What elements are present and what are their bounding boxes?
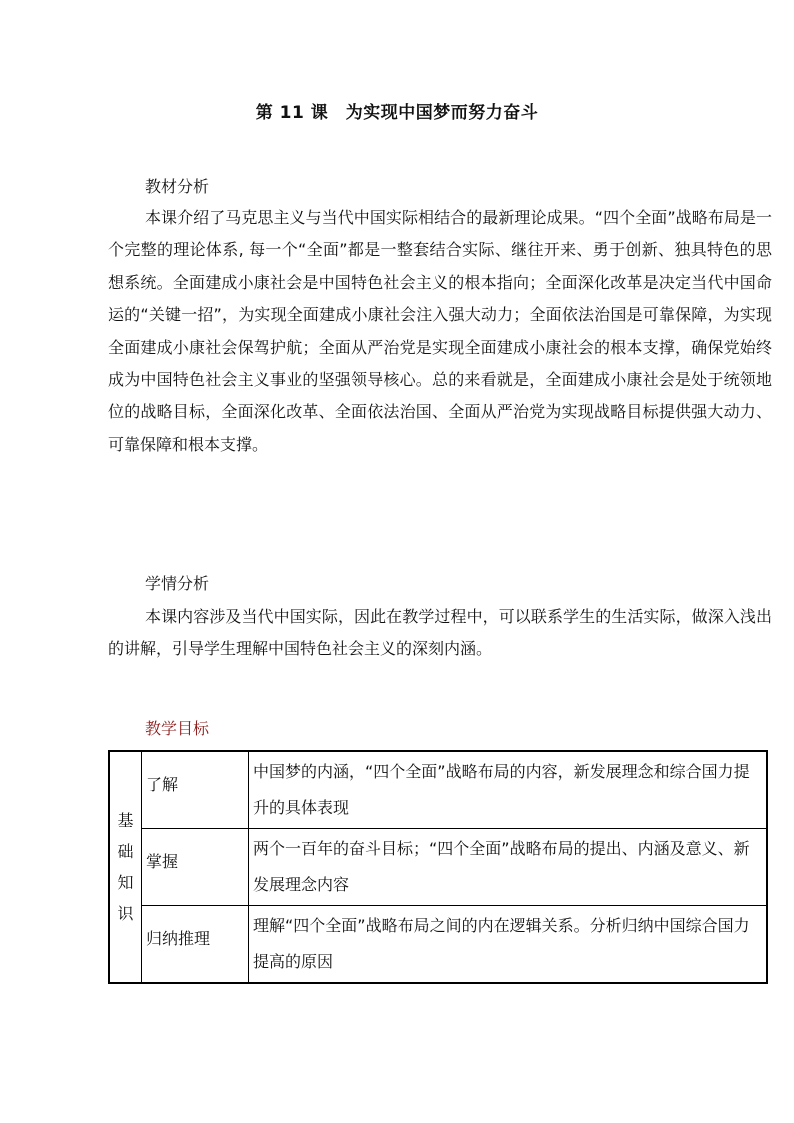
section-paragraph-student-analysis: 本课内容涉及当代中国实际，因此在教学过程中，可以联系学生的生活实际，做深入浅出的讲解，引导学生理解中国特色社会主义的深刻内涵。 [108, 607, 772, 659]
section-heading-textbook-analysis: 教材分析 [145, 177, 210, 196]
section-paragraph-textbook-analysis: 本课介绍了马克思主义与当代中国实际相结合的最新理论成果。“四个全面”战略布局是一个完整的理论体系, 每一个“全面”都是一整套结合实际、继往开来、勇于创新、独具特色的思想系统。全面建成小康社会是中国特色社会主义的根本指向；全面深化改革是决定当代中国命运的“关键一招”，为实现全面建成小康社会注入强大动力；全面依法治国是可靠保障，为实现全面建成小康社会保驾护航；全面从严治党是实现全面建成小康社会的根本支撑，确保党始终成为中国特色社会主义事业的坚强领导核心。总的来看就是，全面建成小康社会是处于统领地位的战略目标，全面深化改革、全面依法治国、全面从严治党为实现战略目标提供强大动力、可靠保障和根本支撑。 [108, 208, 772, 454]
table-row [109, 906, 767, 984]
category-char: 基 [117, 811, 134, 830]
content-cell: 两个一百年的奋斗目标；“四个全面”战略布局的提出、内涵及意义、新发展理念内容 [249, 829, 768, 906]
level-cell [142, 751, 249, 829]
table-row [109, 751, 767, 829]
table-row [109, 829, 767, 906]
level-label: 了解 [146, 775, 179, 794]
level-cell [142, 829, 249, 906]
category-cell [109, 751, 142, 983]
page-title: 第 11 课 为实现中国梦而努力奋斗 [255, 103, 539, 123]
teaching-goals-table [108, 750, 768, 984]
category-char: 知 [117, 873, 134, 892]
content-cell: 中国梦的内涵，“四个全面”战略布局的内容，新发展理念和综合国力提升的具体表现 [249, 751, 768, 829]
category-char: 础 [117, 842, 134, 861]
content-cell: 理解“四个全面”战略布局之间的内在逻辑关系。分析归纳中国综合国力提高的原因 [249, 906, 768, 984]
level-label: 归纳推理 [146, 929, 211, 948]
level-cell [142, 906, 249, 984]
category-char: 识 [117, 904, 134, 923]
section-heading-teaching-goals: 教学目标 [145, 719, 210, 738]
level-label: 掌握 [146, 852, 179, 871]
section-heading-student-analysis: 学情分析 [145, 574, 210, 593]
